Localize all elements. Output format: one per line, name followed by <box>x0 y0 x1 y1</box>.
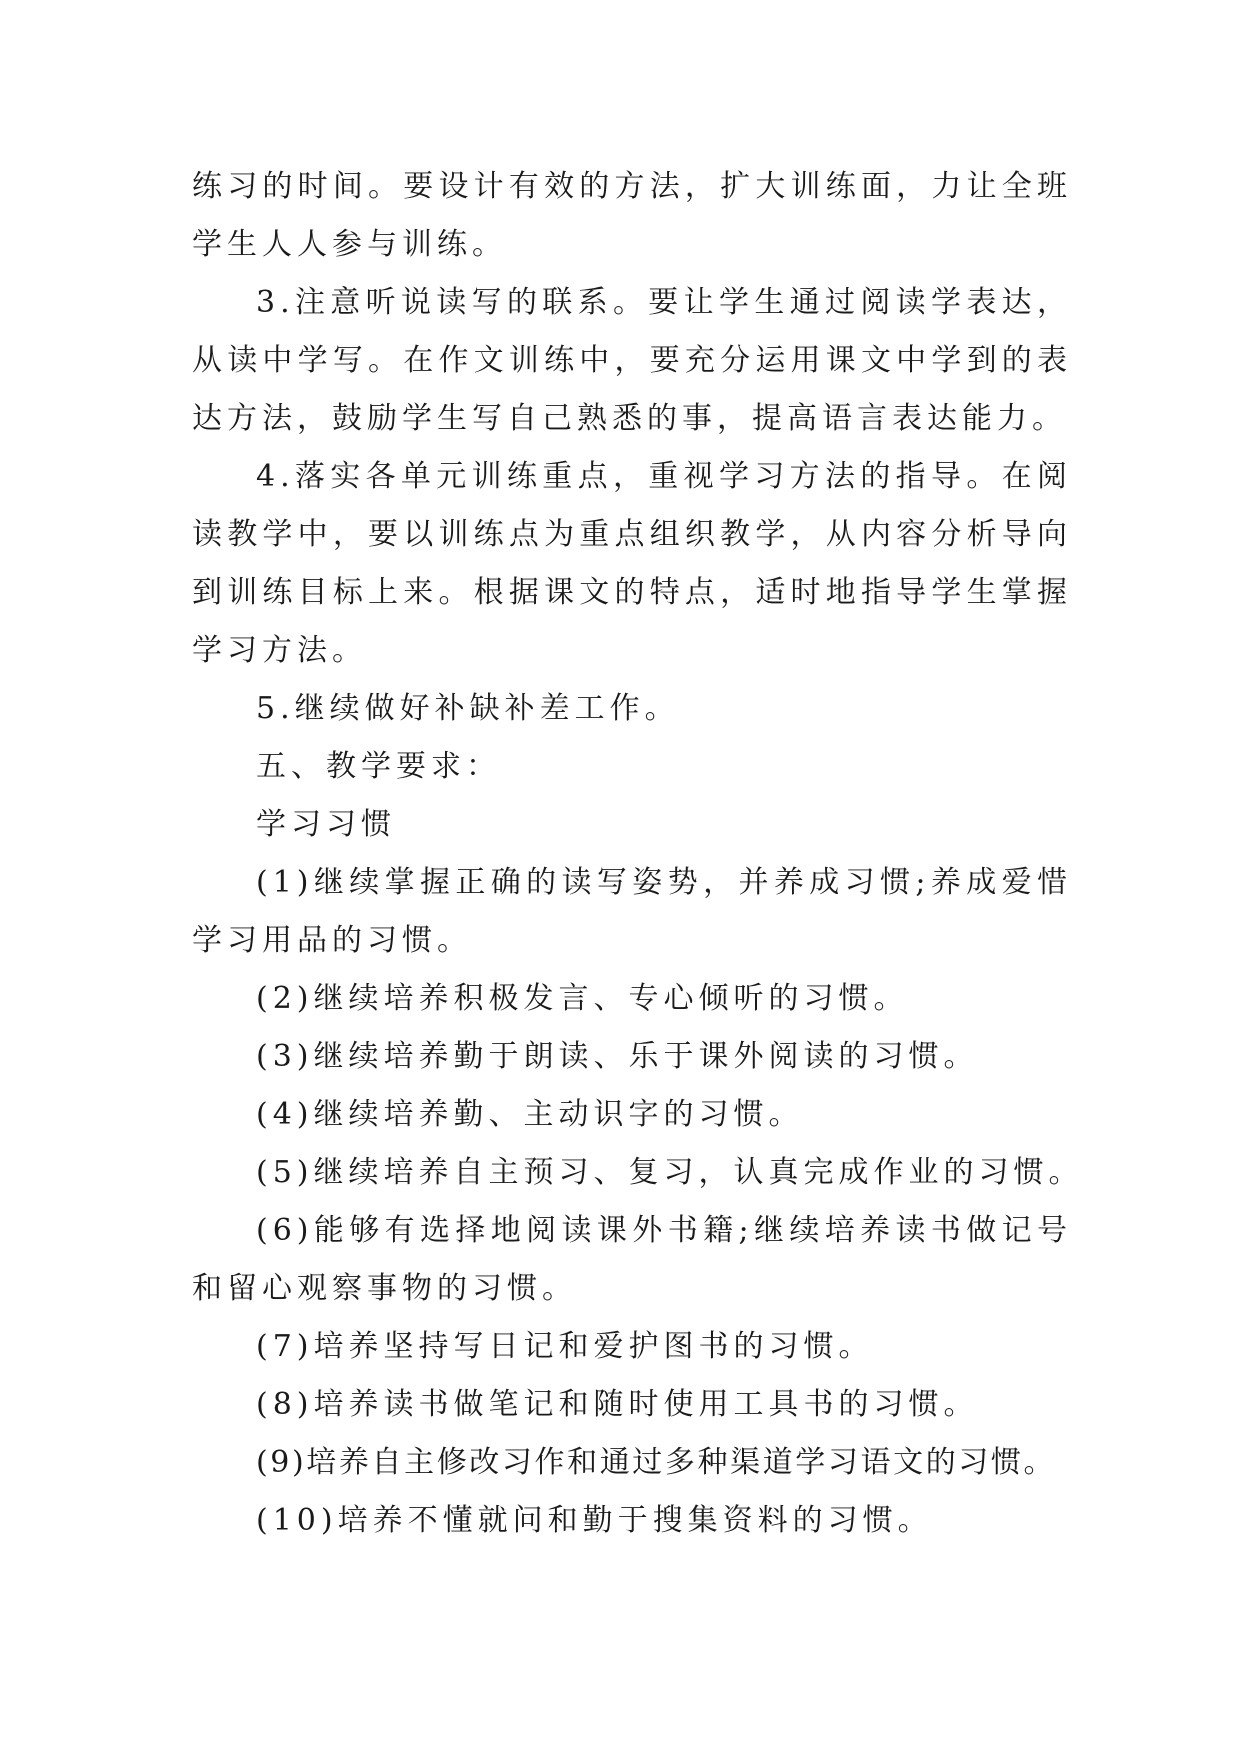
subsection-heading: 学习习惯 <box>256 807 396 842</box>
habit-item-7: (7)培养坚持写日记和爱护图书的习惯。 <box>256 1329 874 1364</box>
habit-item-6: (6)能够有选择地阅读课外书籍;继续培养读书做记号和留心观察事物的习惯。 <box>192 1213 1072 1306</box>
paragraph-item-3: 3.注意听说读写的联系。要让学生通过阅读学表达，从读中学写。在作文训练中，要充分运用课文中学到的表达方法，鼓励学生写自己熟悉的事，提高语言表达能力。 <box>192 285 1072 436</box>
paragraph-item-5: 5.继续做好补缺补差工作。 <box>256 691 680 726</box>
habit-item-1: (1)继续掌握正确的读写姿势，并养成习惯;养成爱惜学习用品的习惯。 <box>192 865 1072 958</box>
habit-item-4: (4)继续培养勤、主动识字的习惯。 <box>256 1097 804 1132</box>
paragraph-continuation: 练习的时间。要设计有效的方法，扩大训练面，力让全班学生人人参与训练。 <box>192 169 1072 262</box>
habit-item-3: (3)继续培养勤于朗读、乐于课外阅读的习惯。 <box>256 1039 979 1074</box>
document-body <box>192 158 1084 1550</box>
paragraph-item-4: 4.落实各单元训练重点，重视学习方法的指导。在阅读教学中，要以训练点为重点组织教学，从内容分析导向到训练目标上来。根据课文的特点，适时地指导学生掌握学习方法。 <box>192 459 1072 668</box>
section-heading: 五、教学要求： <box>256 749 501 784</box>
habit-item-8: (8)培养读书做笔记和随时使用工具书的习惯。 <box>256 1387 979 1422</box>
habit-item-5: (5)继续培养自主预习、复习，认真完成作业的习惯。 <box>256 1155 1084 1190</box>
habit-item-2: (2)继续培养积极发言、专心倾听的习惯。 <box>256 981 909 1016</box>
habit-item-9: (9)培养自主修改习作和通过多种渠道学习语文的习惯。 <box>256 1445 1057 1480</box>
habit-item-10: (10)培养不懂就问和勤于搜集资料的习惯。 <box>256 1503 933 1538</box>
